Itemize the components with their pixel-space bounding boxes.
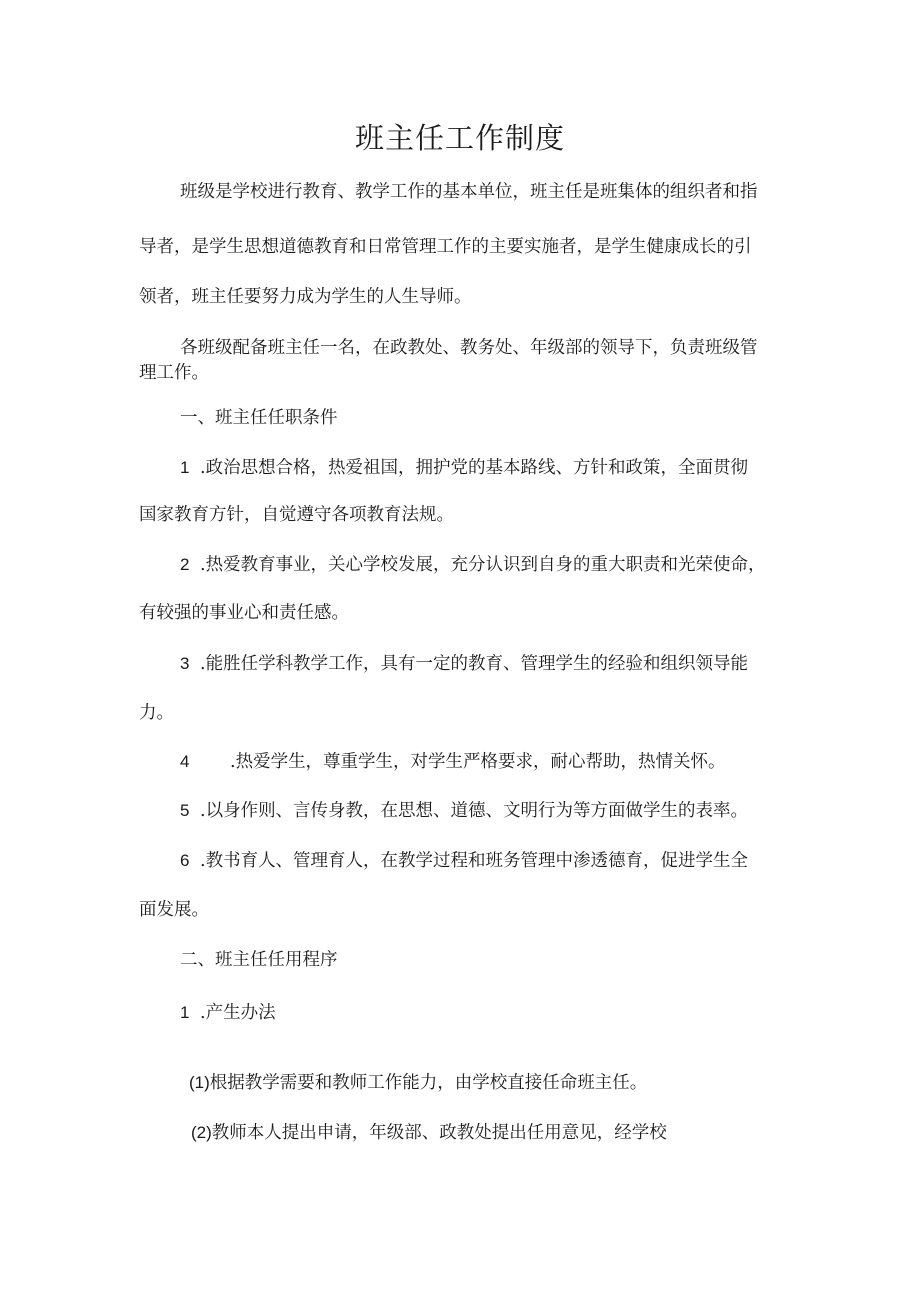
section2-sub-2	[191, 1121, 667, 1145]
section2-heading: 二、班主任任用程序	[180, 950, 338, 970]
item-text: .政治思想合格，热爱祖国，拥护党的基本路线、方针和政策，全面贯彻	[200, 458, 749, 478]
item-number: 2	[180, 555, 190, 574]
item-number: 3	[180, 654, 190, 673]
sub-text: 根据教学需要和教师工作能力，由学校直接任命班主任。	[209, 1073, 648, 1093]
section1-item-2	[180, 553, 766, 577]
section1-heading: 一、班主任任职条件	[180, 408, 338, 428]
section1-item-3-cont: 力。	[139, 703, 174, 723]
section1-item-3	[180, 652, 748, 676]
section2-sub-1	[189, 1071, 647, 1095]
section1-item-2-cont: 有较强的事业心和责任感。	[139, 603, 349, 623]
item-number: 1	[180, 458, 190, 477]
section1-item-5	[180, 799, 748, 823]
item-number: 4	[180, 752, 190, 771]
section1-item-6-cont: 面发展。	[139, 900, 209, 920]
section1-item-1-cont: 国家教育方针，自觉遵守各项教育法规。	[139, 505, 454, 525]
assignment-line-1: 各班级配备班主任一名，在政教处、教务处、年级部的领导下，负责班级管	[180, 338, 758, 358]
item-text: .产生办法	[200, 1003, 276, 1023]
sub-number: (1)	[189, 1073, 210, 1092]
item-number: 5	[180, 801, 190, 820]
item-number: 6	[180, 851, 190, 870]
sub-number: (2)	[191, 1123, 212, 1142]
item-text: .热爱教育事业，关心学校发展，充分认识到自身的重大职责和光荣使命，	[200, 555, 766, 575]
section2-item-1	[180, 1001, 276, 1025]
assignment-line-2: 理工作。	[139, 363, 209, 383]
sub-text: 教师本人提出申请，年级部、政教处提出任用意见，经学校	[211, 1123, 667, 1143]
document-title: 班主任工作制度	[354, 121, 565, 155]
section1-item-4	[180, 750, 726, 774]
intro-line-1: 班级是学校进行教育、教学工作的基本单位，班主任是班集体的组织者和指	[180, 182, 758, 202]
item-text: .能胜任学科教学工作，具有一定的教育、管理学生的经验和组织领导能	[200, 654, 749, 674]
item-text: .教书育人、管理育人，在教学过程和班务管理中渗透德育，促进学生全	[200, 851, 749, 871]
intro-line-3: 领者，班主任要努力成为学生的人生导师。	[139, 287, 472, 307]
item-text: .热爱学生，尊重学生，对学生严格要求，耐心帮助，热情关怀。	[230, 752, 726, 772]
section1-item-6	[180, 849, 748, 873]
item-text: .以身作则、言传身教，在思想、道德、文明行为等方面做学生的表率。	[200, 801, 749, 821]
intro-line-2: 导者，是学生思想道德教育和日常管理工作的主要实施者，是学生健康成长的引	[139, 237, 752, 257]
section1-item-1	[180, 456, 748, 480]
item-number: 1	[180, 1003, 190, 1022]
